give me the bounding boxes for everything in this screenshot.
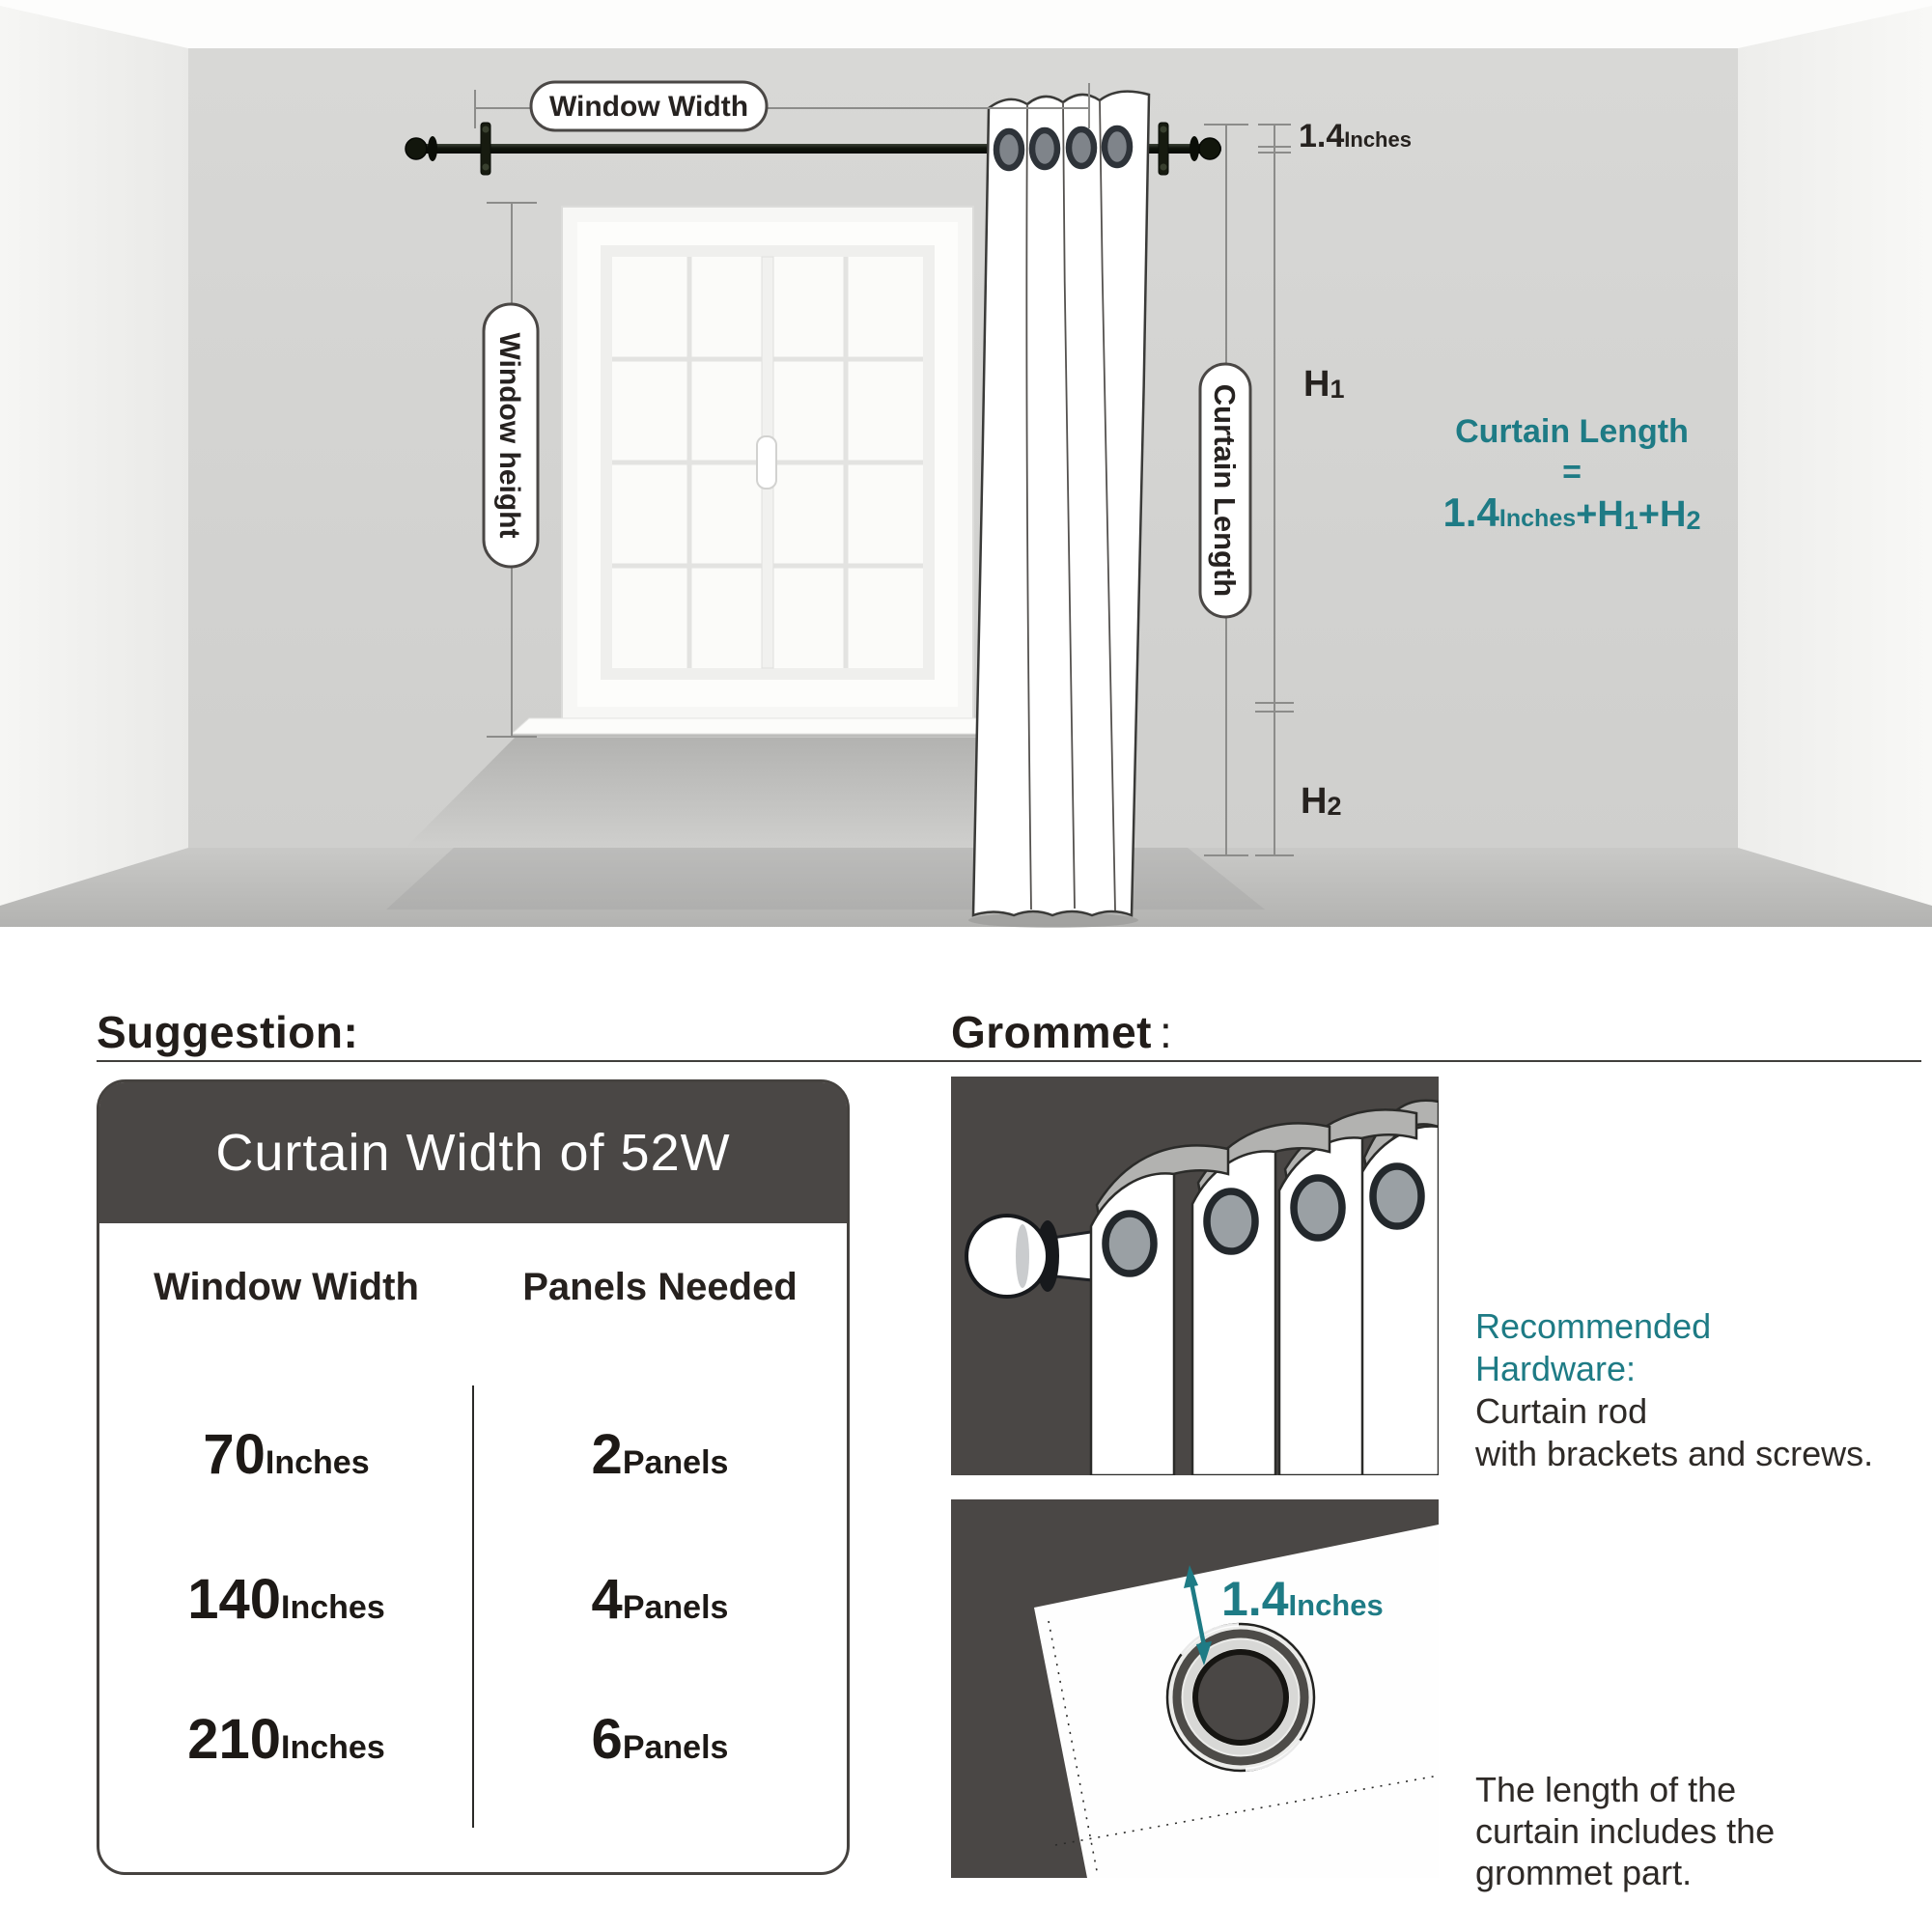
window-height-label bbox=[484, 304, 538, 567]
h1-label: H1 bbox=[1303, 364, 1345, 405]
window bbox=[512, 207, 996, 736]
grommet-heading-text: Grommet bbox=[951, 1007, 1152, 1057]
rod-finial-right bbox=[1190, 136, 1199, 161]
right-wall bbox=[1738, 6, 1932, 906]
table-title: Curtain Width of 52W bbox=[215, 1124, 731, 1182]
grommet-closeup-illustration bbox=[951, 1499, 1439, 1878]
suggestion-heading bbox=[97, 1006, 358, 1058]
svg-text:=: = bbox=[1562, 454, 1582, 490]
hardware-note-line: with brackets and screws. bbox=[1475, 1434, 1874, 1473]
hardware-note bbox=[1475, 1305, 1929, 1475]
ceiling bbox=[0, 0, 1932, 50]
svg-text:Window height: Window height bbox=[493, 332, 525, 539]
table-title-band bbox=[99, 1082, 847, 1223]
caption-line: curtain includes the bbox=[1475, 1811, 1776, 1851]
curtain-panel bbox=[968, 92, 1149, 928]
caption-line: The length of the bbox=[1475, 1770, 1737, 1809]
col-panels-needed: Panels Needed bbox=[522, 1266, 798, 1308]
room-illustration bbox=[0, 0, 1932, 956]
panels-needed-table bbox=[97, 1079, 850, 1875]
svg-text:Curtain Length: Curtain Length bbox=[1208, 383, 1242, 598]
table-row: 140 Inches 4 Panels bbox=[187, 1568, 729, 1631]
section-divider-rule bbox=[97, 1060, 1921, 1062]
svg-text:Curtain Length: Curtain Length bbox=[1455, 413, 1689, 450]
table-row: 70 Inches 2 Panels bbox=[203, 1423, 729, 1486]
grommet-caption bbox=[1475, 1769, 1929, 1893]
window-handle bbox=[757, 436, 776, 489]
rod-finial-left bbox=[428, 136, 437, 161]
col-window-width: Window Width bbox=[154, 1266, 419, 1308]
hardware-note-teal-line: Recommended bbox=[1475, 1306, 1712, 1346]
hardware-note-line: Curtain rod bbox=[1475, 1391, 1648, 1431]
table-column-headers bbox=[99, 1266, 847, 1309]
grommet-measure-label: 1.4Inches bbox=[1221, 1572, 1384, 1626]
hardware-note-teal-line: Hardware: bbox=[1475, 1349, 1637, 1388]
grommet-heading: Grommet : bbox=[951, 1007, 1173, 1057]
grommet-rod-illustration bbox=[951, 1077, 1439, 1475]
svg-text:1.4Inches+H1+H2: 1.4Inches+H1+H2 bbox=[1442, 490, 1701, 535]
window-width-label bbox=[531, 82, 767, 130]
grommet-ring bbox=[1167, 1624, 1314, 1771]
left-wall bbox=[0, 6, 188, 906]
svg-text:Window Width: Window Width bbox=[548, 91, 749, 123]
gap-measure-label: 1.4Inches bbox=[1299, 118, 1412, 154]
suggestion-heading-text: Suggestion: bbox=[97, 1007, 359, 1057]
table-row: 210 Inches 6 Panels bbox=[187, 1708, 729, 1771]
rod-bracket-right bbox=[1159, 123, 1168, 175]
caption-line: grommet part. bbox=[1475, 1853, 1693, 1892]
rod-bracket-left bbox=[481, 123, 490, 175]
curtain-length-label bbox=[1200, 364, 1250, 617]
window-sill bbox=[512, 718, 996, 734]
curtain-fold bbox=[1358, 1101, 1439, 1475]
h2-label: H2 bbox=[1301, 781, 1342, 822]
